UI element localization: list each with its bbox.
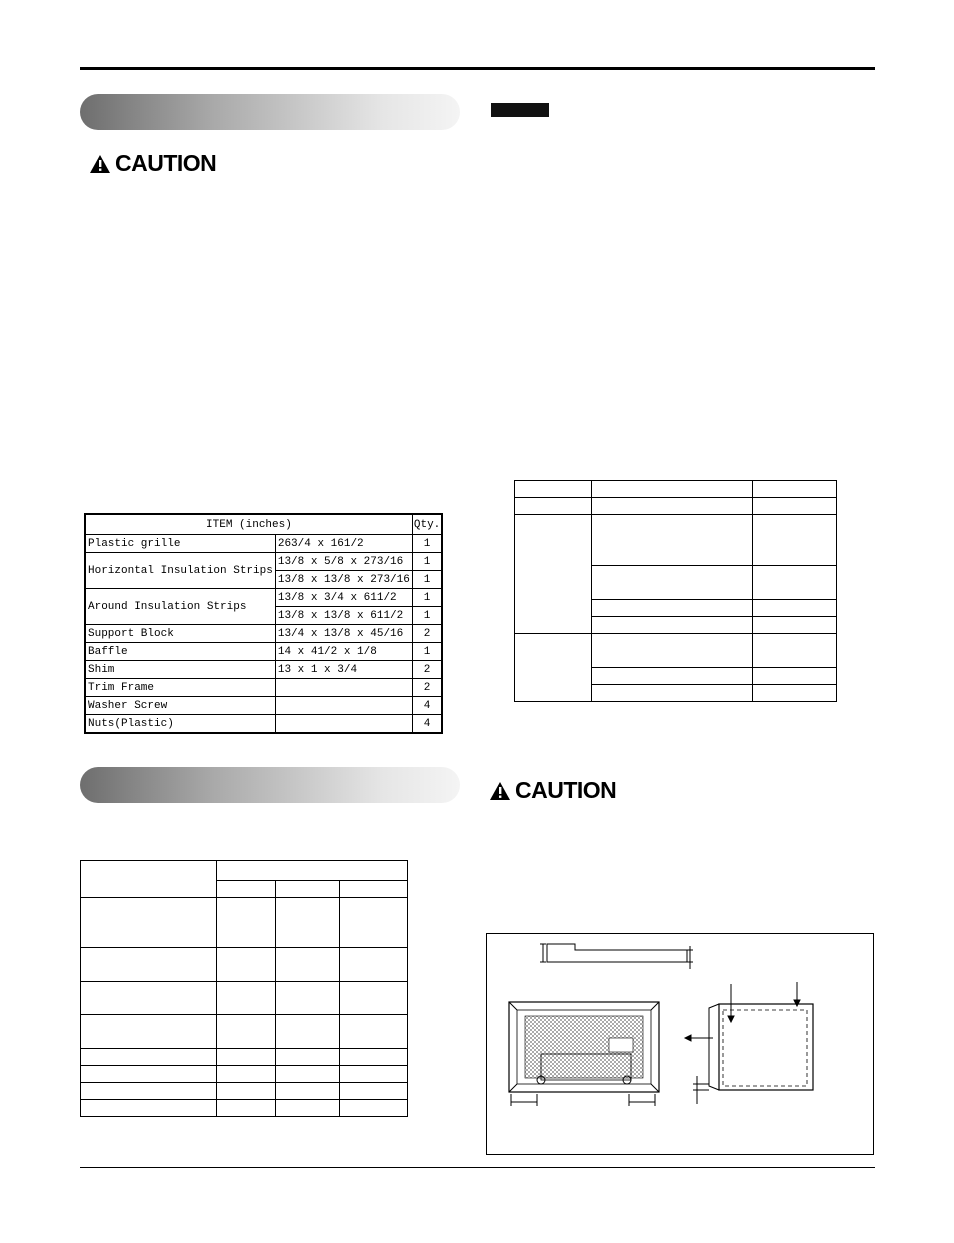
section-header-bar bbox=[80, 767, 460, 803]
table-row bbox=[85, 535, 442, 553]
spec-table-left bbox=[80, 860, 408, 1117]
item-size: 13/8 x 13/8 x 611/2 bbox=[275, 607, 412, 625]
item-name: Support Block bbox=[85, 625, 275, 643]
section-header-bar bbox=[80, 94, 460, 130]
item-size: 13/8 x 5/8 x 273/16 bbox=[275, 553, 412, 571]
item-qty: 2 bbox=[412, 661, 442, 679]
installation-figure bbox=[486, 933, 874, 1155]
table-row bbox=[85, 715, 442, 734]
item-qty: 4 bbox=[412, 697, 442, 715]
warning-triangle-icon bbox=[489, 781, 511, 801]
item-size bbox=[275, 697, 412, 715]
item-qty: 1 bbox=[412, 607, 442, 625]
caution-heading-2 bbox=[489, 777, 616, 804]
item-qty: 2 bbox=[412, 679, 442, 697]
item-name: Nuts(Plastic) bbox=[85, 715, 275, 734]
item-size: 13/8 x 3/4 x 611/2 bbox=[275, 589, 412, 607]
item-qty: 1 bbox=[412, 535, 442, 553]
table-header-row bbox=[85, 514, 442, 535]
item-qty: 4 bbox=[412, 715, 442, 734]
item-size: 13 x 1 x 3/4 bbox=[275, 661, 412, 679]
caution-heading bbox=[89, 150, 216, 177]
item-name: Trim Frame bbox=[85, 679, 275, 697]
table-row bbox=[85, 625, 442, 643]
table-row bbox=[85, 643, 442, 661]
item-size: 263/4 x 161/2 bbox=[275, 535, 412, 553]
warning-triangle-icon bbox=[89, 154, 111, 174]
caution-label: CAUTION bbox=[515, 777, 617, 803]
table-row bbox=[85, 661, 442, 679]
table-row bbox=[85, 679, 442, 697]
spec-table-right bbox=[514, 480, 837, 702]
item-name: Washer Screw bbox=[85, 697, 275, 715]
item-qty: 2 bbox=[412, 625, 442, 643]
item-size: 14 x 41/2 x 1/8 bbox=[275, 643, 412, 661]
table-row bbox=[85, 589, 442, 607]
item-size: 13/8 x 13/8 x 273/16 bbox=[275, 571, 412, 589]
baffle-profile bbox=[540, 944, 693, 969]
bottom-rule bbox=[80, 1167, 875, 1168]
header-qty: Qty. bbox=[412, 514, 442, 535]
item-name: Around Insulation Strips bbox=[85, 589, 275, 625]
item-size bbox=[275, 715, 412, 734]
item-name: Baffle bbox=[85, 643, 275, 661]
item-qty: 1 bbox=[412, 589, 442, 607]
installation-diagram bbox=[487, 934, 873, 1154]
black-label-tab bbox=[491, 103, 549, 117]
grille-front-view bbox=[509, 1002, 659, 1106]
item-name: Horizontal Insulation Strips bbox=[85, 553, 275, 589]
items-table bbox=[84, 513, 443, 734]
caution-label: CAUTION bbox=[115, 150, 217, 176]
header-item: ITEM (inches) bbox=[85, 514, 412, 535]
item-size: 13/4 x 13/8 x 45/16 bbox=[275, 625, 412, 643]
item-qty: 1 bbox=[412, 643, 442, 661]
item-qty: 1 bbox=[412, 571, 442, 589]
table-row bbox=[85, 553, 442, 571]
item-qty: 1 bbox=[412, 553, 442, 571]
table-row bbox=[85, 697, 442, 715]
item-size bbox=[275, 679, 412, 697]
item-name: Plastic grille bbox=[85, 535, 275, 553]
top-rule bbox=[80, 67, 875, 70]
unit-side-view bbox=[685, 982, 813, 1104]
item-name: Shim bbox=[85, 661, 275, 679]
